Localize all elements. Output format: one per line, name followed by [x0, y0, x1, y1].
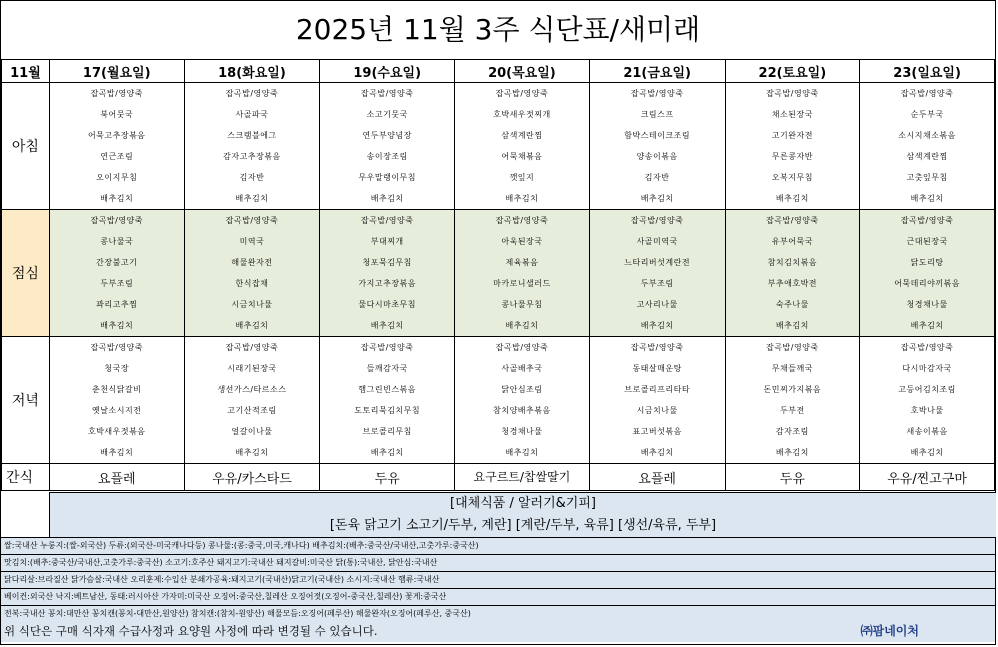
menu-item: 가지고추장볶음: [358, 279, 417, 288]
menu-item: 잡곡밥/영양죽: [766, 216, 819, 225]
menu-item: 배추김치: [505, 321, 539, 330]
menu-item: 배추김치: [640, 194, 674, 203]
menu-item: 청경채나물: [906, 300, 948, 309]
snack-cell: 우유/찐고구마: [860, 464, 995, 491]
menu-item: 배추김치: [370, 321, 404, 330]
menu-item: 청경채나물: [501, 427, 543, 436]
menu-item: 잡곡밥/영양죽: [900, 89, 954, 98]
alternative-title: [대체식품 / 알러기&기피]: [450, 496, 596, 511]
menu-item: 두부전: [780, 406, 805, 415]
menu-item: 무우말랭이무침: [358, 173, 417, 182]
menu-item: 고기산적조림: [227, 406, 277, 415]
menu-item: 배추김치: [235, 321, 269, 330]
menu-item: 시금치나물: [231, 300, 273, 309]
meal-label-snack: 간식: [2, 464, 50, 491]
menu-item: 제육볶음: [505, 258, 539, 267]
notice: [1, 622, 995, 642]
menu-item: 호박새우젓볶음: [87, 427, 146, 436]
menu-item: 오이지무침: [96, 173, 138, 182]
dinner-day-cell: [184, 337, 320, 464]
breakfast-day-cell: [320, 83, 455, 210]
menu-item: 감자고추장볶음: [223, 152, 281, 161]
menu-item: 청포묵김무침: [362, 258, 412, 267]
menu-item: 다시마감자국: [902, 364, 952, 373]
menu-item: 브로콜리프리타타: [624, 385, 691, 394]
menu-item: 사골배추국: [501, 364, 543, 373]
menu-item: 배추김치: [775, 321, 809, 330]
lunch-day-cell: [725, 210, 860, 337]
menu-item: 고기완자전: [771, 131, 813, 140]
menu-item: 숙주나물: [775, 300, 809, 309]
menu-item: 연근조림: [100, 152, 134, 161]
menu-item: 잡곡밥/영양죽: [630, 343, 684, 352]
menu-item: 잡곡밥/영양죽: [90, 343, 144, 352]
snack-cell: 요플레: [589, 464, 725, 491]
menu-item: 도토리묵김치무침: [354, 406, 421, 415]
menu-item: 잡곡밥/영양죽: [360, 343, 414, 352]
lunch-row: [2, 210, 995, 337]
menu-item: 닭도리탕: [910, 258, 944, 267]
menu-item: 배추김치: [775, 448, 809, 457]
breakfast-row: [2, 83, 995, 210]
menu-item: 잡곡밥/영양죽: [495, 89, 549, 98]
menu-item: 콩나물국: [100, 237, 134, 246]
menu-item: 사골미역국: [636, 237, 678, 246]
breakfast-day-cell: [49, 83, 184, 210]
snack-cell: 요플레: [49, 464, 184, 491]
lunch-day-cell: [49, 210, 184, 337]
menu-item: 새송이볶음: [906, 427, 948, 436]
menu-item: 잡곡밥/영양죽: [225, 216, 279, 225]
menu-item: 시금치나물: [636, 406, 678, 415]
menu-item: 배추김치: [505, 448, 539, 457]
snack-cell: 요구르트/찹쌀딸기: [455, 464, 590, 491]
menu-item: 사골파국: [235, 110, 269, 119]
menu-item: 호박나물: [910, 406, 944, 415]
menu-item: 시래기된장국: [227, 364, 277, 373]
menu-item: 스크램블에그: [227, 131, 277, 140]
menu-item: 브로콜리무침: [362, 427, 412, 436]
alternative-food-box: [49, 492, 996, 537]
menu-item: 소시지채소볶음: [898, 131, 956, 140]
menu-item: 배추김치: [505, 194, 539, 203]
menu-item: 두부조림: [100, 279, 134, 288]
menu-item: 배추김치: [100, 194, 134, 203]
menu-item: 물다시마초무침: [358, 300, 417, 309]
menu-item: 간장불고기: [96, 258, 138, 267]
lunch-day-cell: [860, 210, 995, 337]
menu-item: 무른콩자반: [771, 152, 813, 161]
menu-item: 잡곡밥/영양죽: [495, 343, 549, 352]
menu-item: 깻잎지: [509, 173, 535, 182]
menu-item: 연두부양념장: [362, 131, 412, 140]
menu-item: 배추김치: [910, 448, 944, 457]
menu-item: 배추김치: [100, 448, 134, 457]
menu-item: 미역국: [239, 237, 265, 246]
menu-item: 돈민찌가지볶음: [763, 385, 822, 394]
page-title: 2025년 11월 3주 식단표/새미래: [1, 1, 995, 60]
menu-item: 참치양배추볶음: [493, 406, 551, 415]
meal-label-dinner: 저녁: [2, 337, 50, 464]
menu-item: 순두부국: [910, 110, 944, 119]
menu-item: 배추김치: [910, 321, 944, 330]
lunch-day-cell: [455, 210, 590, 337]
dinner-day-cell: [455, 337, 590, 464]
origin-line: 닭다리살:브라질산 닭가슴살:국내산 오리훈제:수입산 분쇄가공육:돼지고기(국내산)닭고기(국내산) 소시지:국내산 햄류:국내산: [1, 571, 995, 588]
menu-item: 배추김치: [370, 448, 404, 457]
menu-item: 잡곡밥/영양죽: [360, 216, 414, 225]
breakfast-day-cell: [455, 83, 590, 210]
footer: [1, 492, 995, 642]
menu-item: 배추김치: [640, 448, 674, 457]
menu-item: 고춧잎무침: [906, 173, 948, 182]
origin-line: 맛김치:(배추:중국산/국내산,고춧가루:중국산) 소고기:호주산 돼지고기:국내산 돼지갈비:미국산 닭(통):국내산, 닭안심:국내산: [1, 554, 995, 571]
origin-line: 베이컨:외국산 낙지:베트남산, 동태:러시아산 가자미:미국산 오징어:중국산,칠레산 오징어젓(오징어-중국산,칠레산) 꽃게:중국산: [1, 588, 995, 605]
menu-item: 부대찌개: [370, 237, 404, 246]
menu-item: 느타리버섯계란전: [624, 258, 691, 267]
menu-item: 잡곡밥/영양죽: [630, 216, 684, 225]
menu-item: 김자반: [239, 173, 265, 182]
day-header: 17(월요일): [49, 60, 184, 83]
alternative-detail: [돈육 닭고기 소고기/두부, 계란] [계란/두부, 육류] [생선/육류, 두부]: [329, 518, 717, 533]
menu-item: 생선가스/타르소스: [217, 385, 287, 394]
menu-item: 양송이볶음: [636, 152, 678, 161]
menu-item: 잡곡밥/영양죽: [90, 216, 144, 225]
day-header: 19(수요일): [320, 60, 455, 83]
menu-item: 들깨감자국: [366, 364, 408, 373]
menu-item: 잡곡밥/영양죽: [630, 89, 684, 98]
menu-item: 배추김치: [640, 321, 674, 330]
origin-line: 쌀:국내산 누룽지:(쌀-외국산) 두류:(외국산-미국캐나다등) 콩나물:(콩:중국,미국,캐나다) 배추김치:(배추:중국산/국내산,고춧가루:중국산): [1, 537, 995, 554]
menu-item: 배추김치: [775, 194, 809, 203]
menu-item: 잡곡밥/영양죽: [225, 89, 279, 98]
menu-item: 어묵채볶음: [501, 152, 543, 161]
menu-item: 마카로니샐러드: [493, 279, 551, 288]
menu-item: 잡곡밥/영양죽: [225, 343, 279, 352]
day-header: 20(목요일): [455, 60, 590, 83]
menu-item: 근대된장국: [906, 237, 948, 246]
menu-item: 호박새우젓찌개: [493, 110, 551, 119]
dinner-day-cell: [860, 337, 995, 464]
menu-item: 크림스프: [640, 110, 674, 119]
menu-item: 배추김치: [910, 194, 944, 203]
dinner-day-cell: [49, 337, 184, 464]
menu-item: 잡곡밥/영양죽: [495, 216, 549, 225]
day-header: 21(금요일): [589, 60, 725, 83]
breakfast-day-cell: [184, 83, 320, 210]
lunch-day-cell: [184, 210, 320, 337]
meal-label-lunch: 점심: [2, 210, 50, 337]
menu-item: 잡곡밥/영양죽: [766, 343, 819, 352]
menu-item: 한식잡채: [235, 279, 269, 288]
menu-item: 부추애호박전: [767, 279, 818, 288]
lunch-day-cell: [589, 210, 725, 337]
meal-label-breakfast: 아침: [2, 83, 50, 210]
snack-cell: 두유: [320, 464, 455, 491]
breakfast-day-cell: [589, 83, 725, 210]
menu-item: 배추김치: [235, 448, 269, 457]
menu-item: 해물완자전: [231, 258, 273, 267]
menu-item: 잡곡밥/영양죽: [900, 216, 954, 225]
menu-item: 삼색계란찜: [906, 152, 948, 161]
day-header: 22(토요일): [725, 60, 860, 83]
menu-item: 햄그린빈스볶음: [358, 385, 417, 394]
breakfast-day-cell: [725, 83, 860, 210]
menu-item: 청국장: [104, 364, 130, 373]
origin-info: [1, 537, 995, 622]
menu-table: [1, 59, 995, 491]
origin-line: 전복:국내산 꽁치:대만산 꽁치캔(꽁치-대만산,원양산) 참치캔:(참치-원양산) 해물모듬:오징어(페루산) 해물완자(오징어(페루산, 중국산): [1, 605, 995, 622]
menu-item: 닭안심조림: [501, 385, 543, 394]
menu-item: 채소된장국: [771, 110, 813, 119]
menu-item: 동태살매운탕: [632, 364, 682, 373]
lunch-day-cell: [320, 210, 455, 337]
menu-item: 배추김치: [100, 321, 134, 330]
snack-row: [2, 464, 995, 491]
header-row: [2, 60, 995, 83]
menu-item: 어묵고추장볶음: [87, 131, 146, 140]
dinner-day-cell: [725, 337, 860, 464]
menu-item: 송이장조림: [366, 152, 408, 161]
dinner-row: [2, 337, 995, 464]
menu-item: 고사리나물: [636, 300, 678, 309]
menu-item: 콩나물무침: [501, 300, 543, 309]
menu-item: 배추김치: [235, 194, 269, 203]
menu-item: 춘천식닭갈비: [92, 385, 142, 394]
menu-item: 북어뭇국: [100, 110, 134, 119]
notice-text: 위 식단은 구매 식자재 수급사정과 요양원 사정에 따라 변경될 수 있습니다.: [4, 624, 378, 638]
day-header: 23(일요일): [860, 60, 995, 83]
menu-item: 표고버섯볶음: [632, 427, 682, 436]
day-header: 18(화요일): [184, 60, 320, 83]
menu-item: 감자조림: [775, 427, 809, 436]
menu-item: 잡곡밥/영양죽: [766, 89, 819, 98]
menu-item: 오복지무침: [771, 173, 813, 182]
dinner-day-cell: [589, 337, 725, 464]
menu-item: 무채들깨국: [771, 364, 813, 373]
company-name: ㈜팜네이처: [860, 624, 919, 638]
menu-item: 꽈리고추찜: [96, 300, 138, 309]
menu-item: 아욱된장국: [501, 237, 543, 246]
menu-item: 옛날소시지전: [92, 406, 142, 415]
menu-item: 잡곡밥/영양죽: [90, 89, 144, 98]
dinner-day-cell: [320, 337, 455, 464]
menu-item: 배추김치: [370, 194, 404, 203]
breakfast-day-cell: [860, 83, 995, 210]
menu-item: 참치김치볶음: [767, 258, 818, 267]
menu-item: 잡곡밥/영양죽: [360, 89, 414, 98]
menu-item: 얼갈이나물: [231, 427, 273, 436]
menu-item: 소고기뭇국: [366, 110, 408, 119]
menu-item: 잡곡밥/영양죽: [900, 343, 954, 352]
menu-item: 어묵데리야끼볶음: [894, 279, 961, 288]
menu-item: 두부조림: [640, 279, 674, 288]
snack-cell: 두유: [725, 464, 860, 491]
menu-item: 삼색계란찜: [501, 131, 543, 140]
snack-cell: 우유/카스타드: [184, 464, 320, 491]
menu-item: 김자반: [644, 173, 670, 182]
menu-item: 유부어묵국: [771, 237, 813, 246]
menu-item: 함박스테이크조림: [624, 131, 691, 140]
month-cell: 11월: [2, 60, 50, 83]
menu-item: 고등어김치조림: [898, 385, 956, 394]
